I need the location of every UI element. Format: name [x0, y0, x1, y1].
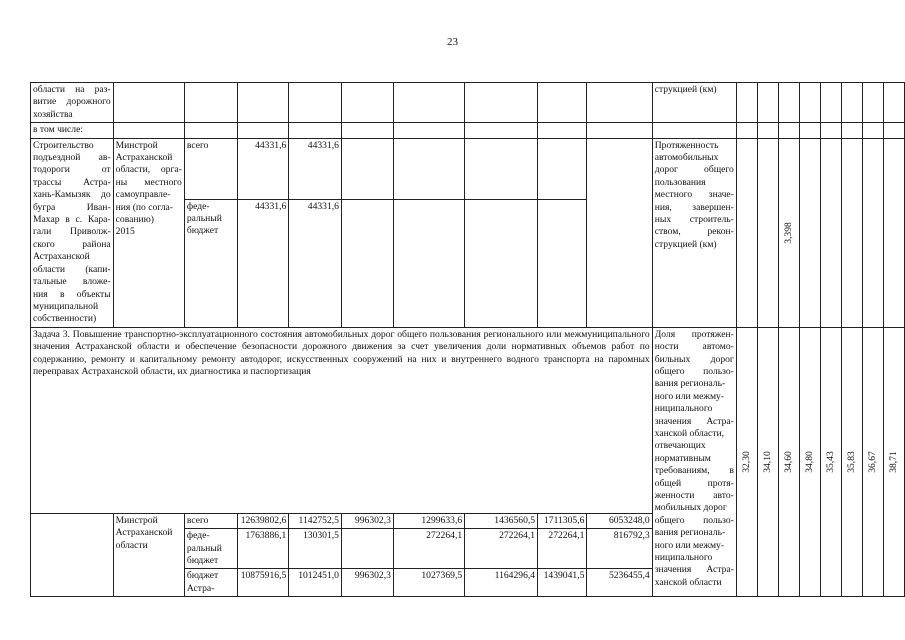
construction-indicator: Протяженность автомобильных дорог общего пользования местного значе- ния, завершен- ных строитель- ством, рекон- струкцией (км)	[652, 138, 736, 327]
funding-source-federal: феде- ральный бюджет	[184, 529, 237, 569]
construction-source-federal: феде- ральный бюджет	[184, 199, 237, 327]
funding-cell: 272264,1	[538, 529, 587, 569]
funding-cell: 996302,3	[341, 513, 393, 528]
funding-cell: 12639802,6	[237, 513, 289, 528]
funding-source-regional: бюджет Астра-	[184, 569, 237, 597]
construction-indicator-value: 3,398	[778, 138, 799, 327]
funding-cell: 130301,5	[289, 529, 342, 569]
task-3-value-1: 32,30	[736, 327, 757, 597]
funding-cell: 272264,1	[465, 529, 538, 569]
funding-cell: 1299633,6	[393, 513, 464, 528]
funding-cell: 1027369,5	[393, 569, 464, 597]
funding-cell: 10875916,5	[237, 569, 289, 597]
funding-cell	[341, 529, 393, 569]
top-row-indicator: струкцией (км)	[652, 83, 736, 123]
task-3-value-5: 35,43	[820, 327, 841, 597]
construction-source-total: всего	[184, 138, 237, 199]
funding-cell: 1164296,4	[465, 569, 538, 597]
funding-cell: 1439041,5	[538, 569, 587, 597]
funding-source-total: всего	[184, 513, 237, 528]
task-3-value-8: 38,71	[883, 327, 904, 597]
top-row-name: области на раз- витие дорожного хозяйства	[31, 83, 114, 123]
funding-cell: 816792,3	[587, 529, 652, 569]
construction-name: Строительство подъездной ав- тодороги от трассы Астра- хань-Камызяк до бугра Иван- Махар в с. Кара- гали Приволж- ского района Астраханской области (капи- тальные вложе- ния в объекты муниципальной собственности)	[31, 138, 114, 327]
funding-cell: 1436560,5	[465, 513, 538, 528]
construction-federal-2015: 44331,6	[289, 199, 342, 327]
task-3-value-2: 34,10	[757, 327, 778, 597]
task-3-value-6: 35,83	[841, 327, 862, 597]
page-number: 23	[447, 36, 458, 48]
task-3-description: Задача 3. Повышение транспортно-эксплуатационного состояния автомобильных дорог общего пользования регионального или межмуниципального значения Астраханской области и обеспечение безопасности дорожного движения за счет увеличения доли нормативных объемов работ по содержанию, ремонту и капитальному ремонту автодорог, искусственных сооружений на них и внутреннего водного транспорта на паромных переправах Астраханской области, их диагностика и паспортизация	[31, 327, 653, 513]
construction-total-sum: 44331,6	[237, 138, 289, 199]
funding-cell: 1142752,5	[289, 513, 342, 528]
funding-cell: 1711305,6	[538, 513, 587, 528]
construction-executor: Минстрой Астраханской области, орга- ны местного самоуправле- ния (по согла- сованию) 2015	[113, 138, 184, 327]
program-table	[30, 82, 905, 597]
task-3-indicator: Доля протяжен- ности автомо- бильных дорог общего пользо- вания региональ- ного или межму- ниципального значения Астра- ханской области, отвечающих нормативным требованиям, в общей протя- женности авто- мобильных дорог общего пользо- вания региональ- ного или межму- ниципального значения Астра- ханской области	[652, 327, 736, 597]
funding-cell: 996302,3	[341, 569, 393, 597]
task-3-value-4: 34,80	[799, 327, 820, 597]
funding-cell: 6053248,0	[587, 513, 652, 528]
construction-total-2015: 44331,6	[289, 138, 342, 199]
funding-cell: 272264,1	[393, 529, 464, 569]
funding-executor: Минстрой Астраханской области	[113, 513, 184, 597]
including-label: в том числе:	[31, 123, 114, 138]
construction-federal-sum: 44331,6	[237, 199, 289, 327]
task-3-value-7: 36,67	[862, 327, 883, 597]
funding-cell: 1012451,0	[289, 569, 342, 597]
funding-cell: 1763886,1	[237, 529, 289, 569]
funding-cell: 5236455,4	[587, 569, 652, 597]
task-3-value-3: 34,60	[778, 327, 799, 597]
